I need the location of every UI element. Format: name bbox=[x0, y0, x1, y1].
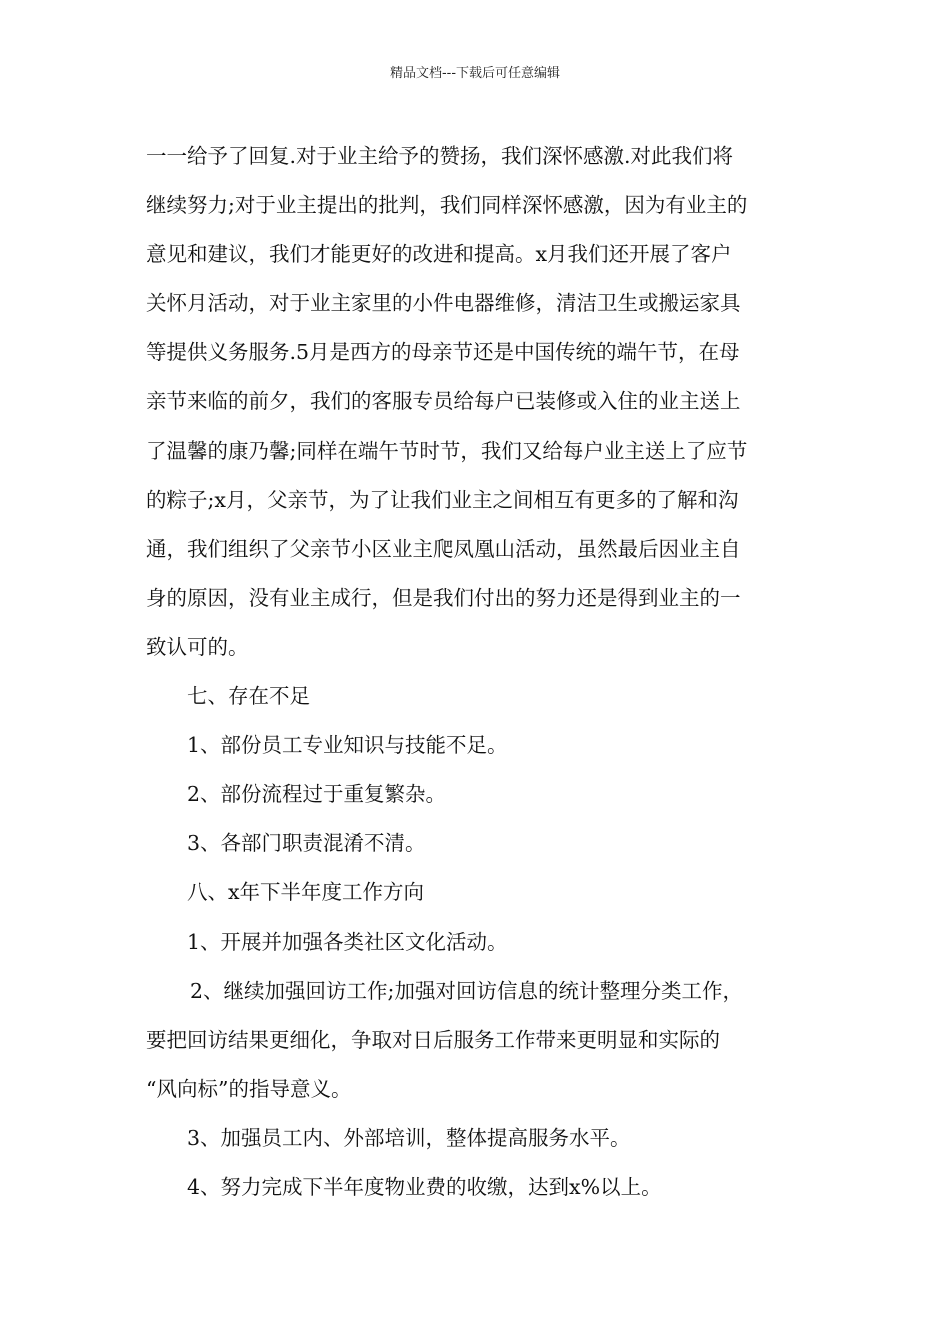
list-item: 1、部份员工专业知识与技能不足。 bbox=[187, 733, 508, 758]
paragraph-line: 继续努力;对于业主提出的批判，我们同样深怀感激，因为有业主的 bbox=[146, 193, 748, 218]
paragraph-line: 身的原因，没有业主成行，但是我们付出的努力还是得到业主的一 bbox=[146, 585, 741, 610]
list-item: 4、努力完成下半年度物业费的收缴，达到x%以上。 bbox=[187, 1174, 662, 1199]
list-item: 1、开展并加强各类社区文化活动。 bbox=[187, 929, 508, 954]
paragraph-line: 致认可的。 bbox=[146, 634, 249, 659]
paragraph-line: 的粽子;x月，父亲节，为了让我们业主之间相互有更多的了解和沟 bbox=[146, 487, 739, 512]
section-heading: 七、存在不足 bbox=[187, 684, 310, 709]
paragraph-line: “风向标”的指导意义。 bbox=[146, 1076, 352, 1101]
paragraph-line: 了温馨的康乃馨;同样在端午节时节，我们又给每户业主送上了应节 bbox=[146, 438, 748, 463]
page-header: 精品文档---下载后可任意编辑 bbox=[389, 66, 561, 81]
paragraph-line: 一一给予了回复.对于业主给予的赞扬，我们深怀感激.对此我们将 bbox=[146, 144, 734, 168]
paragraph-line: 要把回访结果更细化，争取对日后服务工作带来更明显和实际的 bbox=[146, 1027, 720, 1052]
document-body bbox=[146, 132, 810, 1212]
list-item: 3、各部门职责混淆不清。 bbox=[187, 831, 426, 856]
paragraph-line: 亲节来临的前夕，我们的客服专员给每户已装修或入住的业主送上 bbox=[146, 389, 741, 414]
list-item: 2、部份流程过于重复繁杂。 bbox=[187, 782, 447, 807]
list-item: 2、继续加强回访工作;加强对回访信息的统计整理分类工作， bbox=[190, 978, 743, 1003]
paragraph-line: 关怀月活动，对于业主家里的小件电器维修，清洁卫生或搬运家具 bbox=[146, 291, 741, 316]
paragraph-line: 意见和建议，我们才能更好的改进和提高。x月我们还开展了客户 bbox=[146, 242, 732, 267]
paragraph-line: 通，我们组织了父亲节小区业主爬凤凰山活动，虽然最后因业主自 bbox=[146, 536, 741, 561]
section-heading: 八、x年下半年度工作方向 bbox=[187, 880, 425, 905]
list-item: 3、加强员工内、外部培训，整体提高服务水平。 bbox=[187, 1125, 631, 1150]
paragraph-line: 等提供义务服务.5月是西方的母亲节还是中国传统的端午节，在母 bbox=[146, 340, 740, 365]
